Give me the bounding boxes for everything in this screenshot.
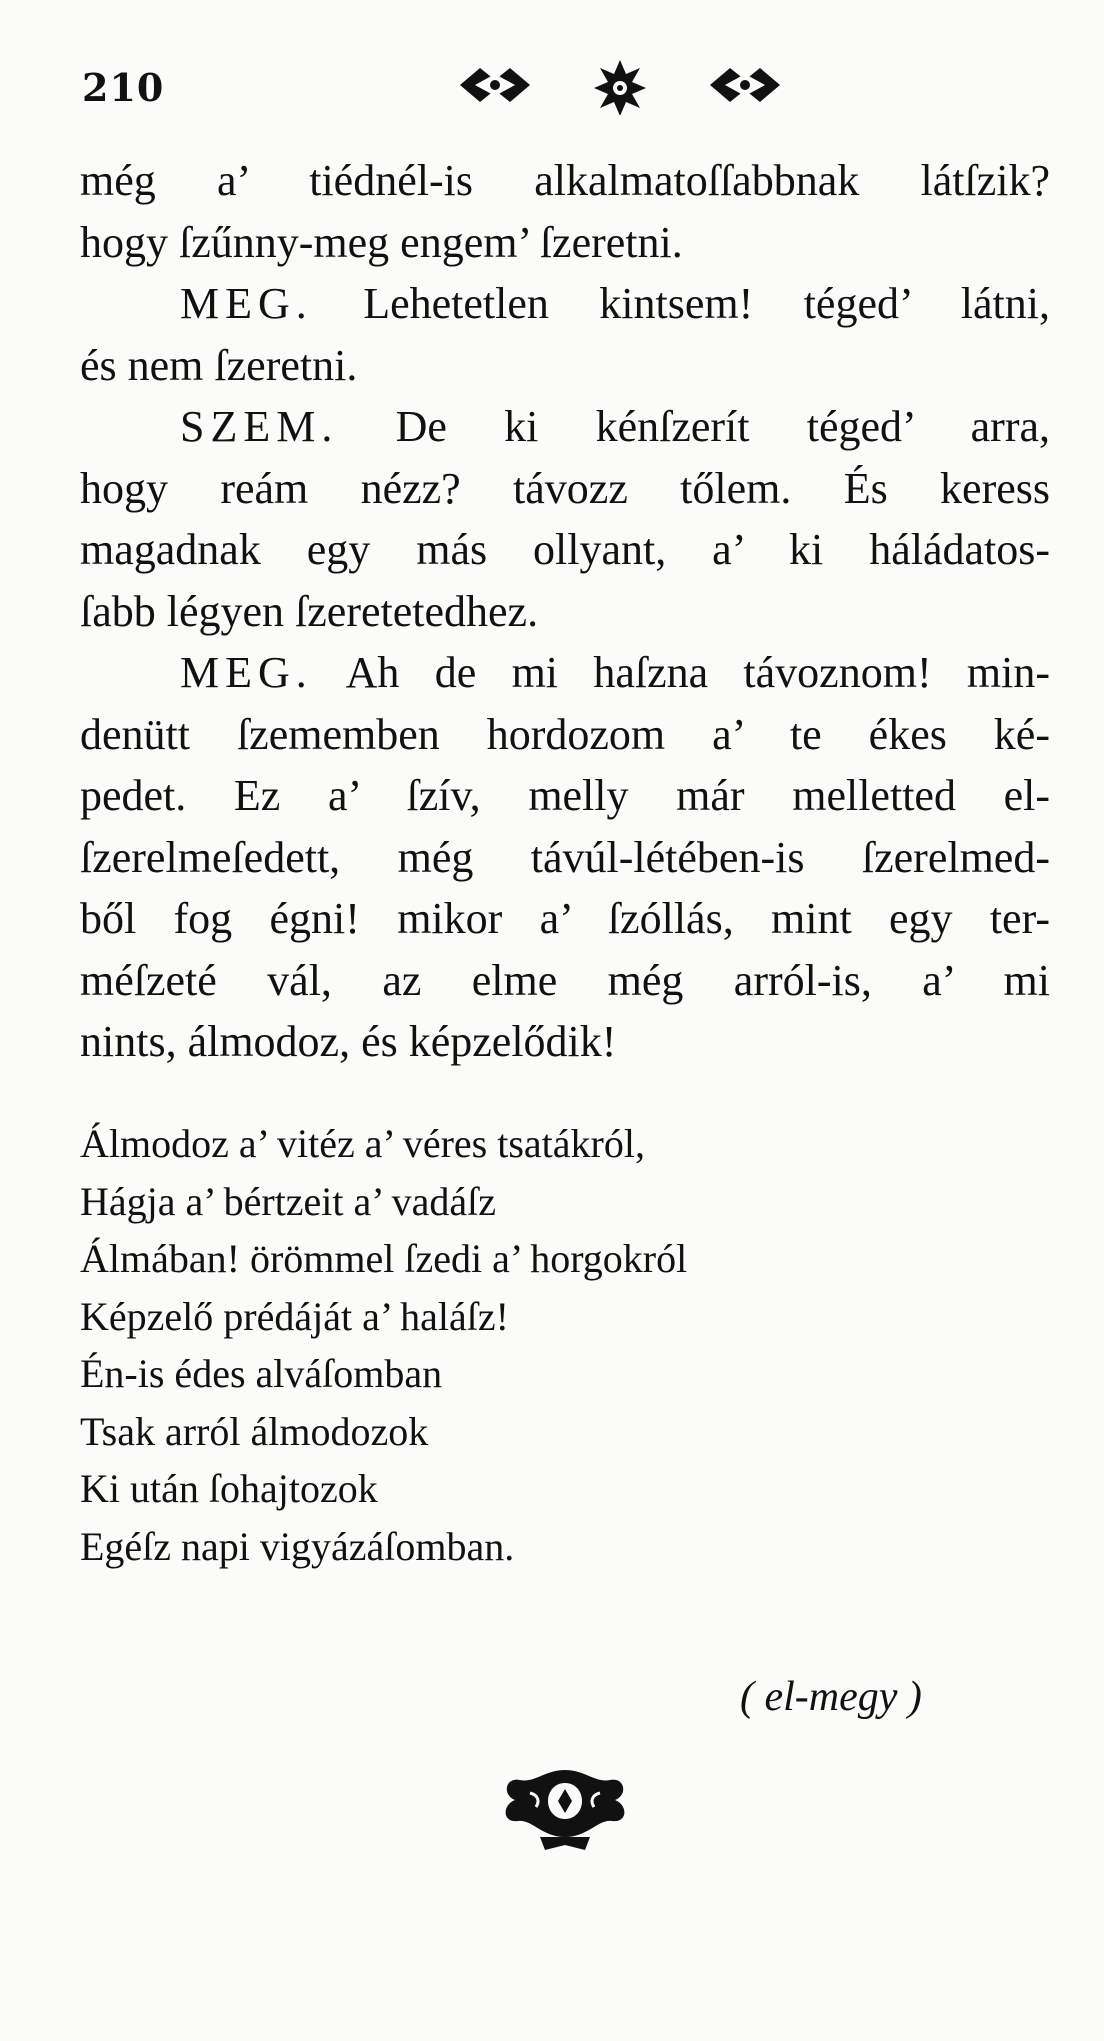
- speech-line: [80, 273, 1050, 335]
- poem-line: Képzelő prédáját a’ haláſz!: [80, 1293, 509, 1339]
- speech-line: [80, 396, 1050, 458]
- poem-line: Ki után ſohajtozok: [80, 1466, 378, 1511]
- text-line: hogy reám nézz? távozz tőlem. És keress: [80, 463, 1050, 513]
- fleuron-icon: [710, 68, 780, 102]
- poem-line: Egéſz napi vigyázáſomban.: [80, 1523, 515, 1569]
- speaker-name: SZEM.: [180, 402, 339, 451]
- text-line: De ki kénſzerít téged’ arra,: [395, 402, 1050, 451]
- poem-line: Álmodoz a’ vitéz a’ véres tsatákról,: [80, 1121, 645, 1166]
- dialogue-text: [80, 150, 1050, 1073]
- poem: [80, 1115, 980, 1575]
- text-line: Lehetetlen kintsem! téged’ látni,: [363, 279, 1050, 328]
- fleuron-icon: [460, 68, 530, 102]
- tailpiece-ornament-icon: [500, 1765, 630, 1855]
- poem-line: Tsak arról álmodozok: [80, 1408, 429, 1454]
- text-line: ſabb légyen ſzeretetedhez.: [80, 586, 539, 636]
- speaker-name: MEG.: [180, 279, 313, 328]
- text-line: méſzeté vál, az elme még arról-is, a’ mi: [80, 955, 1050, 1005]
- text-line: ſzerelmeſedett, még távúl-létében-is ſzerelmed-: [80, 832, 1050, 882]
- stage-direction: ( el-megy ): [740, 1674, 922, 1720]
- text-line: nints, álmodoz, és képzelődik!: [80, 1017, 617, 1066]
- text-line: ből fog égni! mikor a’ ſzóllás, mint egy ter-: [80, 894, 1050, 943]
- text-line: Ah de mi haſzna távoznom! min-: [345, 648, 1050, 697]
- cross-flower-icon: [594, 60, 646, 115]
- poem-line: Hágja a’ bértzeit a’ vadáſz: [80, 1178, 497, 1224]
- poem-line: Én-is édes alváſomban: [80, 1351, 443, 1396]
- text-line: magadnak egy más ollyant, a’ ki háládatos-: [80, 525, 1050, 574]
- text-line: pedet. Ez a’ ſzív, melly már melletted el-: [80, 771, 1050, 820]
- page-header: [70, 55, 1050, 125]
- poem-line: Álmában! örömmel ſzedi a’ horgokról: [80, 1236, 688, 1281]
- speaker-name: MEG.: [180, 648, 313, 697]
- page-number: 210: [82, 65, 165, 110]
- header-ornaments: [455, 55, 795, 115]
- text-line: denütt ſzememben hordozom a’ te ékes ké-: [80, 709, 1050, 759]
- speech-line: [80, 642, 1050, 704]
- text-line: és nem ſzeretni.: [80, 340, 358, 390]
- text-line: még a’ tiédnél-is alkalmatoſſabbnak látſzik?: [80, 156, 1050, 205]
- text-line: hogy ſzűnny-meg engem’ ſzeretni.: [80, 217, 683, 267]
